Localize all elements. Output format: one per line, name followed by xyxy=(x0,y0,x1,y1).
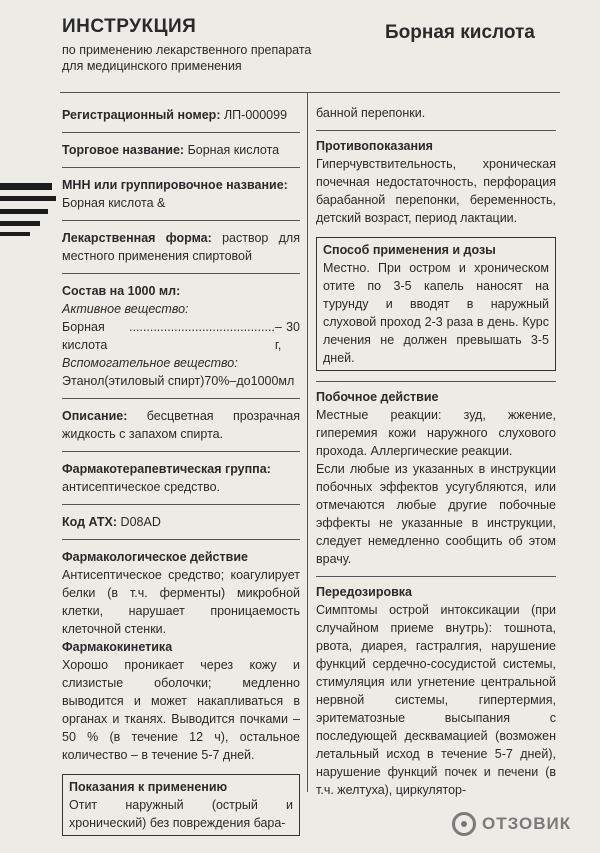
inn-name xyxy=(62,176,300,212)
overdose-title: Передозировка xyxy=(316,585,412,599)
section-divider xyxy=(62,132,300,133)
dosage-form xyxy=(62,229,300,265)
indications-text: Отит наружный (острый и хронический) без повреждения бара- xyxy=(69,798,293,830)
pharm-action-title: Фармакологическое действие xyxy=(62,550,248,564)
section-divider xyxy=(62,398,300,399)
left-column xyxy=(62,106,300,836)
side-effects xyxy=(316,388,556,568)
section-divider xyxy=(316,381,556,382)
right-column xyxy=(316,104,556,799)
watermark-text: ОТЗОВИК xyxy=(482,814,572,833)
subtitle-line-1: по применению лекарственного препарата xyxy=(62,43,312,57)
description-value: бесцветная прозрачная жидкость с запахом спирта. xyxy=(62,409,300,441)
pharm-group-label: Фармакотерапевтическая группа: xyxy=(62,462,271,476)
section-divider xyxy=(62,451,300,452)
pharm-group xyxy=(62,460,300,496)
indications-title: Показания к применению xyxy=(69,780,228,794)
atc-code xyxy=(62,513,300,531)
registration-value: ЛП-000099 xyxy=(223,108,288,122)
document-title: ИНСТРУКЦИЯ xyxy=(62,16,197,37)
composition xyxy=(62,282,300,318)
registration-number xyxy=(62,106,300,124)
auxiliary-value: Этанол(этиловый спирт)70%–до1000мл xyxy=(62,374,295,388)
auxiliary-label: Вспомогательное вещество: xyxy=(62,356,238,370)
section-divider xyxy=(62,220,300,221)
registration-label: Регистрационный номер: xyxy=(62,108,221,122)
inn-value: Борная кислота & xyxy=(62,196,166,210)
active-substance-name: Борная кислота xyxy=(62,320,108,352)
header-divider xyxy=(60,92,560,93)
edge-strip xyxy=(0,221,40,226)
trade-name-value: Борная кислота xyxy=(187,143,280,157)
active-substance-amount: – 30 г, xyxy=(274,320,300,352)
section-divider xyxy=(316,130,556,131)
section-divider xyxy=(62,539,300,540)
side-effects-title: Побочное действие xyxy=(316,390,439,404)
section-divider xyxy=(62,167,300,168)
drug-name-title: Борная кислота xyxy=(385,22,535,43)
usage-title: Способ применения и дозы xyxy=(323,243,496,257)
dot-leader: .......................................... xyxy=(129,320,275,334)
side-effects-warning: Если любые из указанных в инструкции побочных эффектов усугубляются, или отмечаются любые другие побочные эффекты не указанные в инструкции, следует немедленно сообщить об этом врачу. xyxy=(316,462,556,566)
subtitle-line-2: для медицинского применения xyxy=(62,59,242,73)
contraindications-title: Противопоказания xyxy=(316,139,433,153)
composition-title: Состав на 1000 мл: xyxy=(62,284,181,298)
dosage-form-value: раствор для местного применения спиртовой xyxy=(62,231,300,263)
edge-strip xyxy=(0,183,52,190)
overdose xyxy=(316,583,556,799)
atc-value: D08AD xyxy=(120,515,161,529)
otzovik-watermark xyxy=(452,812,571,836)
active-substance-row xyxy=(62,318,300,354)
edge-strip xyxy=(0,232,30,236)
dosage-form-label: Лекарственная форма: xyxy=(62,231,212,245)
usage-box xyxy=(316,237,556,371)
usage-text: Местно. При остром и хроническом отите по 3-5 капель наносят на турунду и вводят в наружный слуховой проход 2-3 раза в день. Курс лечения не должен превышать 3-5 дней. xyxy=(323,261,549,365)
auxiliary-substance xyxy=(62,354,300,390)
pharm-group-value: антисептическое средство. xyxy=(62,480,221,494)
column-divider xyxy=(307,92,308,792)
pharmacokinetics-title: Фармакокинетика xyxy=(62,640,173,654)
description-label: Описание: xyxy=(62,409,128,423)
section-divider xyxy=(62,504,300,505)
inn-label: МНН или группировочное название: xyxy=(62,178,288,192)
edge-strip xyxy=(0,196,56,201)
section-divider xyxy=(62,273,300,274)
contraindications-text: Гиперчувствительность, хроническая почечная недостаточность, перфорация барабанной перепонки, беременность, детский возраст, период лактации. xyxy=(316,157,556,225)
indications-continuation: банной перепонки. xyxy=(316,106,426,120)
section-divider xyxy=(316,576,556,577)
description xyxy=(62,407,300,443)
side-effects-text: Местные реакции: зуд, жжение, гиперемия кожи наружного слухового прохода. Аллергические реакции. xyxy=(316,408,556,458)
watermark-logo-icon xyxy=(452,812,476,836)
indications-box xyxy=(62,774,300,836)
pharm-action xyxy=(62,548,300,638)
contraindications xyxy=(316,137,556,227)
trade-name xyxy=(62,141,300,159)
overdose-text: Симптомы острой интоксикации (при случайном приеме внутрь): тошнота, рвота, диарея, гастралгия, нарушение функций сердечно-сосудистой системы, стимуляция или угнетение центральной нервной системы, гипертермия, эритематозные высыпания с последующей десквамацией (возможен летальный исход в течение 5-7 дней), нарушение функций почек и печени (в т.ч. желтуха), циркулятор- xyxy=(316,603,556,797)
atc-label: Код АТХ: xyxy=(62,515,118,529)
active-substance-label: Активное вещество: xyxy=(62,302,189,316)
trade-name-label: Торговое название: xyxy=(62,143,185,157)
edge-strip xyxy=(0,209,48,214)
pharmacokinetics-text: Хорошо проникает через кожу и слизистые оболочки; медленно выводится и может накапливаться в органах и тканях. Выводится почками – 50 % (в течение 12 ч), остальное количество – в течение 5-7 дней. xyxy=(62,658,300,762)
pharmacokinetics xyxy=(62,638,300,764)
pharm-action-text: Антисептическое средство; коагулирует белки (в т.ч. ферменты) микробной клетки, нарушает проницаемость клеточной стенки. xyxy=(62,568,300,636)
